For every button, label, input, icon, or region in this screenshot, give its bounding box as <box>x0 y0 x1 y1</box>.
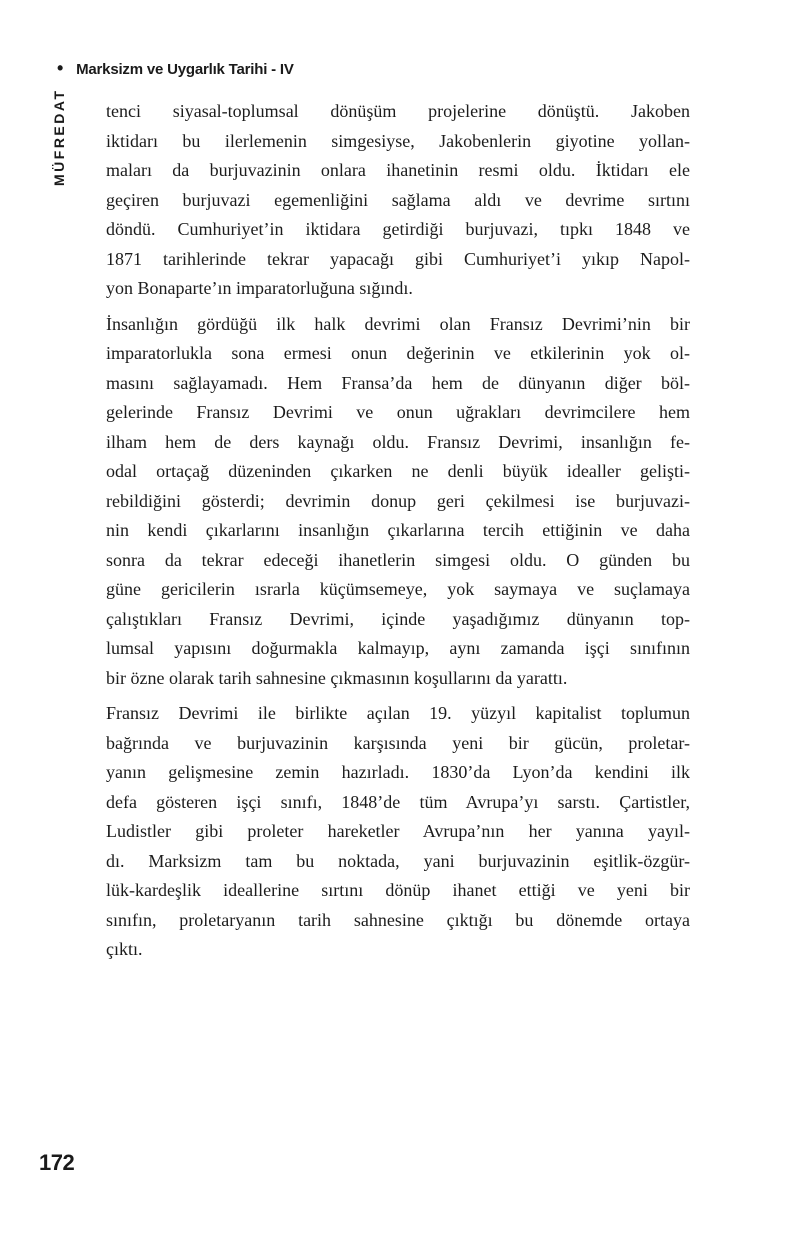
text-line: masını sağlayamadı. Hem Fransa’da hem de dünyanın diğer böl- <box>106 372 690 393</box>
text-line: lük-kardeşlik ideallerine sırtını dönüp ihanet ettiği ve yeni bir <box>106 880 690 900</box>
text-line: yon Bonaparte’ın imparatorluğuna sığındı. <box>106 278 413 298</box>
page-number: 172 <box>39 1150 75 1175</box>
text-line: Fransız Devrimi ile birlikte açılan 19. yüzyıl kapitalist toplumun <box>106 703 690 723</box>
text-line: maları da burjuvazinin onlara ihanetinin resmi oldu. İktidarı ele <box>106 160 690 180</box>
text-line: sonra da tekrar edeceği ihanetlerin simgesi oldu. O günden bu <box>106 549 690 570</box>
text-line: Ludistler gibi proleter hareketler Avrupa’nın her yanına yayıl- <box>106 821 690 841</box>
text-line: sınıfın, proletaryanın tarih sahnesine çıktığı bu dönemde ortaya <box>106 909 690 930</box>
text-line: çalıştıkları Fransız Devrimi, içinde yaşadığımız dünyanın top- <box>106 608 690 629</box>
text-line: dı. Marksizm tam bu noktada, yani burjuvazinin eşitlik-özgür- <box>106 850 690 871</box>
text-line: odal ortaçağ düzeninden çıkarken ne denli büyük idealler gelişti- <box>106 461 690 481</box>
text-line: bağrında ve burjuvazinin karşısında yeni bir gücün, proletar- <box>106 732 690 753</box>
text-line: iktidarı bu ilerlemenin simgesiyse, Jakobenlerin giyotine yollan- <box>106 130 690 151</box>
text-line: tenci siyasal-toplumsal dönüşüm projelerine dönüştü. Jakoben <box>106 101 690 121</box>
text-line: defa gösteren işçi sınıfı, 1848’de tüm Avrupa’yı sarstı. Çartistler, <box>106 791 690 812</box>
paragraph <box>106 310 690 694</box>
text-line: rebildiğini gösterdi; devrimin donup geri çekilmesi ise burjuvazi- <box>106 490 690 511</box>
running-head-title: Marksizm ve Uygarlık Tarihi - IV <box>76 60 294 78</box>
text-line: imparatorlukla sona ermesi onun değerinin ve etkilerinin yok ol- <box>106 343 690 363</box>
text-line: lumsal yapısını doğurmakla kalmayıp, aynı zamanda işçi sınıfının <box>106 638 690 658</box>
paragraph <box>106 699 690 965</box>
text-line: güne gericilerin ısrarla küçümsemeye, yok saymaya ve suçlamaya <box>106 579 690 599</box>
paragraph <box>106 97 690 304</box>
text-line: İnsanlığın gördüğü ilk halk devrimi olan Fransız Devrimi’nin bir <box>106 313 690 334</box>
margin-label-vertical: MÜFREDAT <box>51 88 67 186</box>
running-head <box>57 60 294 78</box>
text-line: bir özne olarak tarih sahnesine çıkmasının koşullarını da yarattı. <box>106 667 568 688</box>
text-line: 1871 tarihlerinde tekrar yapacağı gibi Cumhuriyet’i yıkıp Napol- <box>106 248 690 269</box>
bullet-icon: • <box>57 58 64 78</box>
text-line: çıktı. <box>106 939 143 959</box>
text-line: döndü. Cumhuriyet’in iktidara getirdiği burjuvazi, tıpkı 1848 ve <box>106 219 690 239</box>
text-line: yanın gelişmesine zemin hazırladı. 1830’da Lyon’da kendini ilk <box>106 762 690 782</box>
text-line: geçiren burjuvazi egemenliğini sağlama aldı ve devrime sırtını <box>106 189 690 210</box>
text-line: nin kendi çıkarlarını insanlığın çıkarlarına tercih ettiğinin ve daha <box>106 520 690 540</box>
body-text <box>106 97 690 971</box>
text-line: ilham hem de ders kaynağı oldu. Fransız Devrimi, insanlığın fe- <box>106 431 690 452</box>
text-line: gelerinde Fransız Devrimi ve onun uğrakları devrimcilere hem <box>106 402 690 422</box>
